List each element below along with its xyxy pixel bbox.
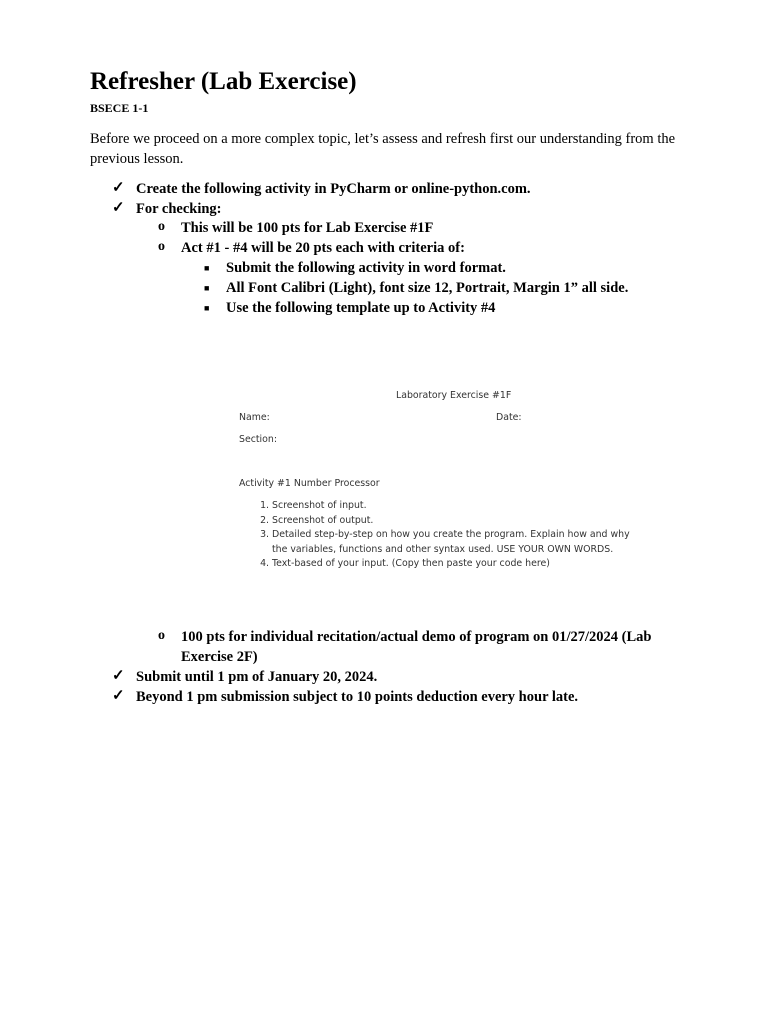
template-name-label: Name: (239, 412, 270, 423)
circle-bullet-icon: o (158, 628, 165, 643)
template-item: 3. Detailed step-by-step on how you create the program. Explain how and why the variables, functions and other syntax used. USE YOUR OWN WORDS. (272, 528, 644, 557)
bullet-100-pts: This will be 100 pts for Lab Exercise #1F (181, 220, 434, 236)
document-title: Refresher (Lab Exercise) (90, 68, 357, 95)
section-code: BSECE 1-1 (90, 101, 149, 115)
check-icon: ✓ (112, 200, 125, 216)
check-icon: ✓ (112, 668, 125, 684)
template-item-list (254, 499, 644, 572)
intro-paragraph: Before we proceed on a more complex topic, let’s assess and refresh first our understanding from the previous lesson. (90, 131, 676, 167)
template-section-label: Section: (239, 434, 277, 445)
template-date-label: Date: (496, 412, 522, 423)
square-bullet-icon: ■ (204, 303, 210, 313)
bullet-act-points: Act #1 - #4 will be 20 pts each with criteria of: (181, 240, 465, 256)
circle-bullet-icon: o (158, 219, 165, 234)
template-item: 1. Screenshot of input. (272, 499, 644, 514)
template-image (232, 383, 652, 583)
bullet-submit-deadline: Submit until 1 pm of January 20, 2024. (136, 669, 378, 685)
bullet-recitation: 100 pts for individual recitation/actual demo of program on 01/27/2024 (Lab Exercise 2F) (181, 629, 652, 665)
bullet-late-penalty: Beyond 1 pm submission subject to 10 points deduction every hour late. (136, 689, 579, 705)
template-activity-title: Activity #1 Number Processor (239, 478, 380, 489)
square-bullet-icon: ■ (204, 263, 210, 273)
template-item: 2. Screenshot of output. (272, 514, 644, 529)
check-icon: ✓ (112, 688, 125, 704)
bullet-create-activity: Create the following activity in PyCharm or online-python.com. (136, 181, 531, 197)
template-item: 4. Text-based of your input. (Copy then paste your code here) (272, 557, 644, 572)
square-bullet-icon: ■ (204, 283, 210, 293)
criteria-item: Use the following template up to Activity #4 (226, 300, 496, 316)
circle-bullet-icon: o (158, 239, 165, 254)
bullet-for-checking: For checking: (136, 201, 222, 217)
check-icon: ✓ (112, 180, 125, 196)
criteria-item: Submit the following activity in word format. (226, 260, 506, 276)
criteria-item: All Font Calibri (Light), font size 12, Portrait, Margin 1” all side. (226, 280, 629, 296)
template-heading: Laboratory Exercise #1F (396, 390, 512, 401)
